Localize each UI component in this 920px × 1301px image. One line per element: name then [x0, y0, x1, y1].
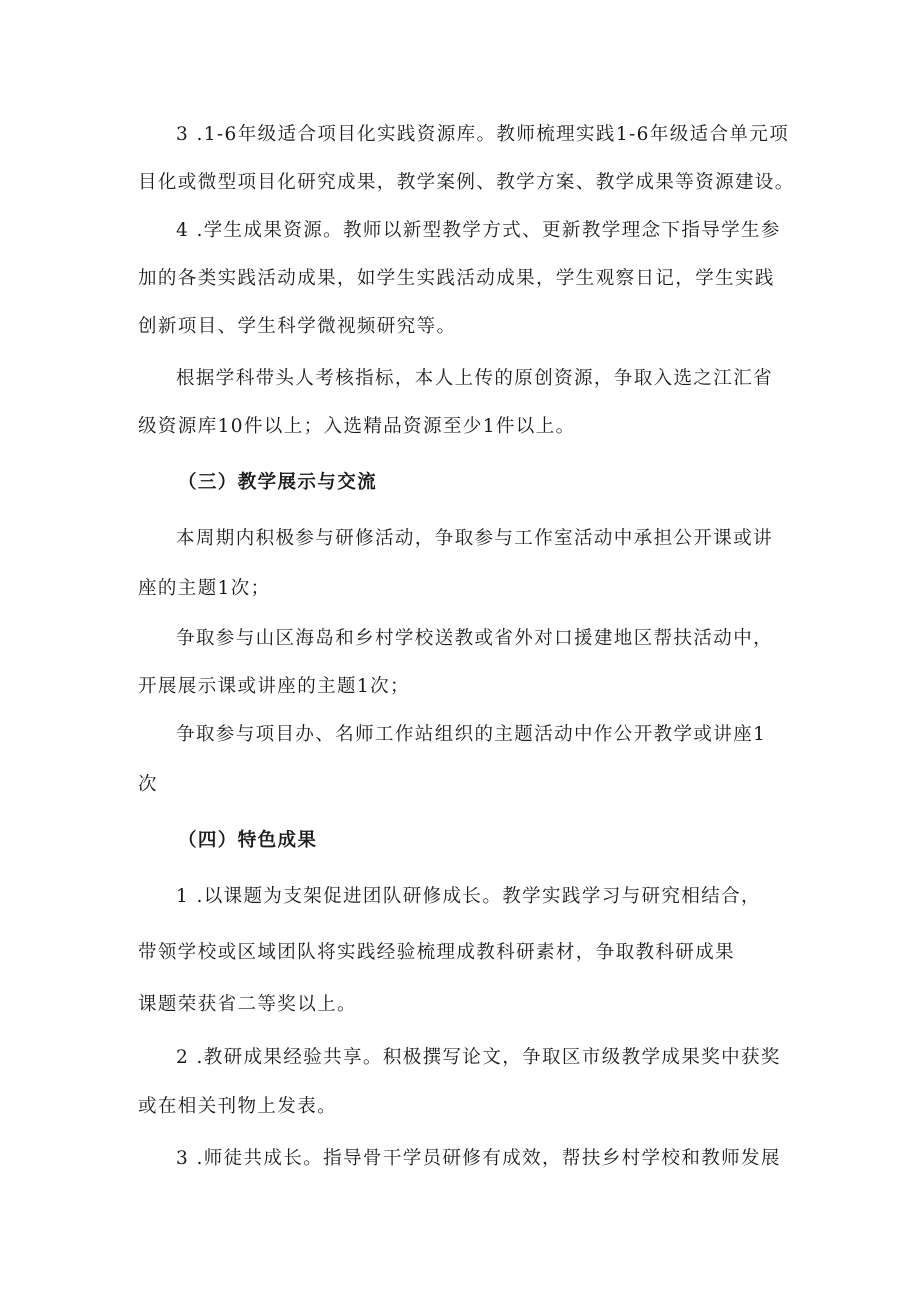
section-3-para-3-line-1: 争取参与项目办、名师工作站组织的主题活动中作公开教学或讲座1 [176, 724, 767, 745]
section-3-para-3-line-2: 次 [138, 774, 158, 795]
feature-1-line-2: 带领学校或区域团队将实践经验梳理成教科研素材，争取教科研成果 [138, 942, 736, 963]
section-3-para-2-line-1: 争取参与山区海岛和乡村学校送教或省外对口援建地区帮扶活动中， [176, 628, 774, 649]
section-3-para-1-line-1: 本周期内积极参与研修活动，争取参与工作室活动中承担公开课或讲 [176, 528, 774, 549]
item-3-line-2: 目化或微型项目化研究成果，教学案例、教学方案、教学成果等资源建设。 [138, 172, 795, 193]
feature-2-line-2: 或在相关刊物上发表。 [138, 1096, 338, 1117]
item-4-line-2: 加的各类实践活动成果，如学生实践活动成果，学生观察日记，学生实践 [138, 268, 775, 289]
section-heading-3: （三）教学展示与交流 [178, 472, 378, 493]
item-3-line-1: 3 .1-6年级适合项目化实践资源库。教师梳理实践1-6年级适合单元项 [176, 124, 790, 145]
feature-3-line-1: 3 .师徒共成长。指导骨干学员研修有成效，帮扶乡村学校和教师发展 [176, 1148, 781, 1169]
item-4-line-1: 4 .学生成果资源。教师以新型教学方式、更新教学理念下指导学生参 [176, 220, 781, 241]
assessment-line-2: 级资源库10件以上；入选精品资源至少1件以上。 [138, 416, 576, 437]
section-3-para-1-line-2: 座的主题1次； [138, 578, 271, 599]
feature-1-line-3: 课题荣获省二等奖以上。 [138, 994, 357, 1015]
feature-1-line-1: 1 .以课题为支架促进团队研修成长。教学实践学习与研究相结合， [176, 886, 761, 907]
section-3-para-2-line-2: 开展展示课或讲座的主题1次； [138, 676, 410, 697]
section-heading-4: （四）特色成果 [178, 830, 318, 851]
feature-2-line-1: 2 .教研成果经验共享。积极撰写论文，争取区市级教学成果奖中获奖 [176, 1047, 781, 1068]
item-4-line-3: 创新项目、学生科学微视频研究等。 [138, 316, 457, 337]
assessment-line-1: 根据学科带头人考核指标，本人上传的原创资源，争取入选之江汇省 [176, 368, 774, 389]
